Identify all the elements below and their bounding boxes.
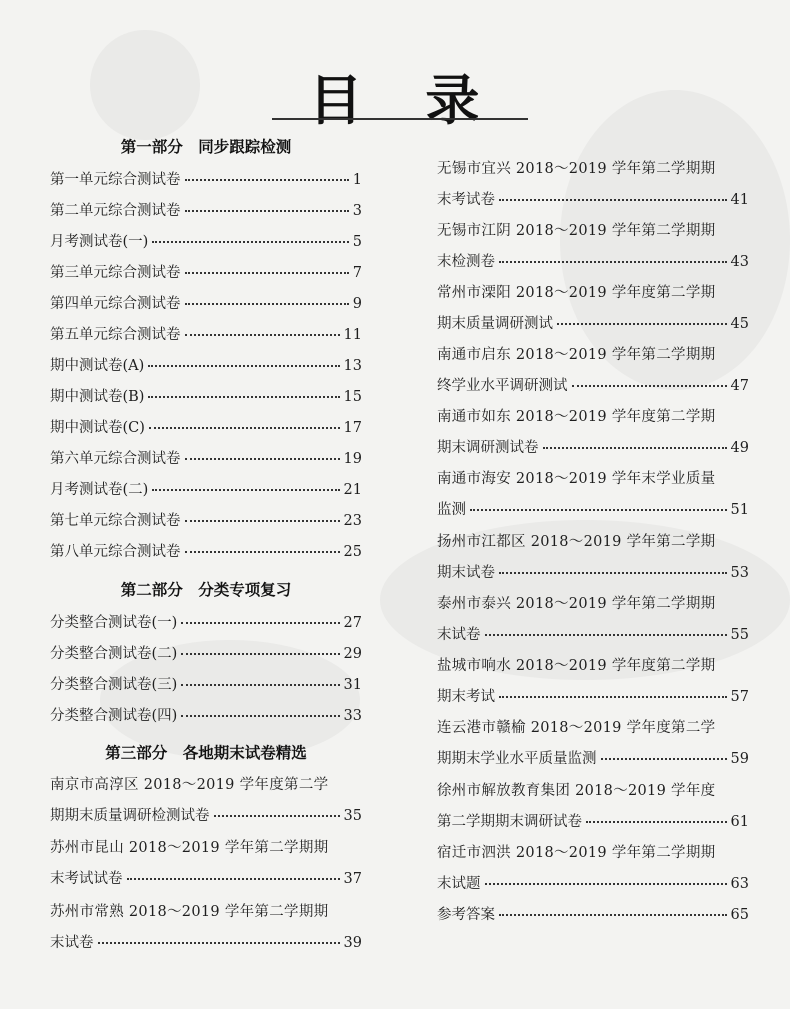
toc-entry[interactable] — [437, 345, 749, 396]
page-number: 47 — [730, 378, 749, 394]
page-number: 45 — [730, 316, 749, 332]
leader-dots — [98, 938, 340, 944]
toc-entry[interactable] — [50, 325, 362, 345]
toc-entry[interactable] — [437, 159, 749, 210]
page-number: 13 — [343, 358, 362, 374]
toc-entry-title: 第二单元综合测试卷 — [50, 203, 181, 219]
page-number: 33 — [343, 708, 362, 724]
toc-entry-title-line2: 期期末质量调研检测试卷 — [50, 808, 210, 824]
toc-entry-title: 第六单元综合测试卷 — [50, 451, 181, 467]
toc-entry-title-line2: 期末调研测试卷 — [437, 440, 539, 456]
leader-dots — [185, 175, 349, 181]
toc-entry-title-line1: 苏州市常熟 2018～2019 学年第二学期期 — [50, 904, 329, 920]
leader-dots — [181, 649, 339, 655]
page-number: 21 — [343, 482, 362, 498]
toc-entry[interactable] — [50, 232, 362, 252]
section-heading: 第二部分 分类专项复习 — [120, 581, 292, 599]
background-shape — [90, 30, 200, 140]
section-heading: 第三部分 各地期末试卷精选 — [105, 744, 307, 762]
toc-entry-title-line1: 苏州市昆山 2018～2019 学年第二学期期 — [50, 840, 329, 856]
leader-dots — [148, 361, 339, 367]
page-number: 43 — [730, 254, 749, 270]
leader-dots — [148, 392, 339, 398]
toc-entry-title: 第七单元综合测试卷 — [50, 513, 181, 529]
toc-entry-title: 分类整合测试卷(三) — [50, 677, 178, 693]
toc-entry[interactable] — [50, 418, 362, 438]
toc-entry[interactable] — [50, 706, 362, 726]
leader-dots — [181, 680, 339, 686]
toc-entry[interactable] — [50, 294, 362, 314]
page-number: 63 — [730, 876, 749, 892]
toc-entry-title-line2: 末考试试卷 — [50, 871, 123, 887]
toc-entry-title: 期中测试卷(C) — [50, 420, 145, 436]
page-number: 53 — [730, 565, 749, 581]
page-number: 55 — [730, 627, 749, 643]
toc-entry-title: 期中测试卷(B) — [50, 389, 145, 405]
toc-entry[interactable] — [437, 283, 749, 334]
toc-entry-title-line1: 盐城市响水 2018～2019 学年度第二学期 — [437, 658, 716, 674]
toc-entry-title: 分类整合测试卷(一) — [50, 615, 178, 631]
toc-entry[interactable] — [50, 263, 362, 283]
page-number: 5 — [352, 234, 362, 250]
page-number: 51 — [730, 502, 749, 518]
toc-entry[interactable] — [50, 201, 362, 221]
page-number: 7 — [352, 265, 362, 281]
section-heading: 第一部分 同步跟踪检测 — [120, 138, 292, 156]
page-number: 3 — [352, 203, 362, 219]
toc-entry[interactable] — [50, 838, 362, 889]
page-number: 37 — [343, 871, 362, 887]
toc-entry[interactable] — [50, 449, 362, 469]
toc-entry[interactable] — [50, 613, 362, 633]
leader-dots — [214, 811, 340, 817]
toc-entry-title: 月考测试卷(二) — [50, 482, 149, 498]
toc-entry-title-line1: 南通市启东 2018～2019 学年第二学期期 — [437, 347, 716, 363]
leader-dots — [499, 195, 727, 201]
page-number: 29 — [343, 646, 362, 662]
toc-entry-title-line2: 末试题 — [437, 876, 481, 892]
leader-dots — [152, 485, 339, 491]
leader-dots — [586, 817, 727, 823]
toc-entry-title: 第一单元综合测试卷 — [50, 172, 181, 188]
page-number: 57 — [730, 689, 749, 705]
leader-dots — [485, 879, 727, 885]
toc-entry-title-line2: 末检测卷 — [437, 254, 495, 270]
leader-dots — [470, 505, 727, 511]
leader-dots — [185, 547, 340, 553]
leader-dots — [181, 618, 339, 624]
title-underline — [272, 118, 528, 120]
toc-entry-title-line2: 终学业水平调研测试 — [437, 378, 568, 394]
toc-entry[interactable] — [50, 356, 362, 376]
page-number: 23 — [343, 513, 362, 529]
toc-entry[interactable] — [50, 480, 362, 500]
page-title: 目 录 — [308, 69, 502, 132]
toc-entry-title: 分类整合测试卷(二) — [50, 646, 178, 662]
leader-dots — [185, 454, 340, 460]
toc-entry[interactable] — [437, 718, 749, 769]
leader-dots — [601, 754, 727, 760]
toc-entry[interactable] — [437, 221, 749, 272]
toc-entry-title: 第三单元综合测试卷 — [50, 265, 181, 281]
toc-entry-title-line2: 期末质量调研测试 — [437, 316, 553, 332]
toc-entry-title-line2: 期末考试 — [437, 689, 495, 705]
toc-entry-title: 月考测试卷(一) — [50, 234, 149, 250]
toc-entry-title: 第八单元综合测试卷 — [50, 544, 181, 560]
page-number: 11 — [343, 327, 362, 343]
toc-entry[interactable] — [437, 594, 749, 645]
toc-entry-title-line2: 期期末学业水平质量监测 — [437, 751, 597, 767]
toc-entry-title: 期中测试卷(A) — [50, 358, 145, 374]
toc-entry[interactable] — [50, 644, 362, 664]
leader-dots — [149, 423, 340, 429]
leader-dots — [499, 257, 727, 263]
toc-entry-title-line1: 无锡市宜兴 2018～2019 学年第二学期期 — [437, 161, 716, 177]
leader-dots — [185, 330, 340, 336]
toc-entry-title-line2: 末考试卷 — [437, 192, 495, 208]
leader-dots — [572, 381, 727, 387]
toc-entry[interactable] — [50, 387, 362, 407]
page-number: 49 — [730, 440, 749, 456]
leader-dots — [557, 319, 727, 325]
toc-entry[interactable] — [437, 656, 749, 707]
toc-entry-title: 参考答案 — [437, 907, 495, 923]
page-number: 31 — [343, 677, 362, 693]
leader-dots — [185, 206, 349, 212]
leader-dots — [543, 443, 727, 449]
leader-dots — [185, 516, 340, 522]
toc-entry[interactable] — [50, 511, 362, 531]
toc-entry-title-line1: 南通市如东 2018～2019 学年度第二学期 — [437, 409, 716, 425]
toc-entry[interactable] — [437, 469, 749, 520]
leader-dots — [127, 874, 340, 880]
toc-entry-title-line2: 监测 — [437, 502, 466, 518]
toc-entry-title-line2: 期末试卷 — [437, 565, 495, 581]
leader-dots — [181, 711, 339, 717]
toc-entry-title-line1: 常州市溧阳 2018～2019 学年度第二学期 — [437, 285, 716, 301]
leader-dots — [185, 299, 349, 305]
toc-entry[interactable] — [437, 905, 749, 925]
page-number: 41 — [730, 192, 749, 208]
toc-entry-title-line2: 第二学期期末调研试卷 — [437, 814, 582, 830]
leader-dots — [499, 910, 727, 916]
toc-entry-title-line1: 扬州市江都区 2018～2019 学年第二学期 — [437, 534, 716, 550]
leader-dots — [152, 237, 348, 243]
toc-entry[interactable] — [50, 170, 362, 190]
toc-entry-title-line2: 末试卷 — [50, 935, 94, 951]
toc-entry-title: 第五单元综合测试卷 — [50, 327, 181, 343]
toc-entry[interactable] — [437, 781, 749, 832]
toc-entry[interactable] — [50, 675, 362, 695]
toc-entry[interactable] — [437, 532, 749, 583]
page-number: 17 — [343, 420, 362, 436]
page-number: 9 — [352, 296, 362, 312]
toc-entry-title: 第四单元综合测试卷 — [50, 296, 181, 312]
page-number: 39 — [343, 935, 362, 951]
toc-entry[interactable] — [50, 775, 362, 826]
page-number: 19 — [343, 451, 362, 467]
toc-entry[interactable] — [50, 542, 362, 562]
leader-dots — [185, 268, 349, 274]
page-number: 61 — [730, 814, 749, 830]
toc-entry-title-line1: 徐州市解放教育集团 2018～2019 学年度 — [437, 783, 716, 799]
toc-entry-title-line1: 泰州市泰兴 2018～2019 学年第二学期期 — [437, 596, 716, 612]
page-number: 1 — [352, 172, 362, 188]
toc-entry-title: 分类整合测试卷(四) — [50, 708, 178, 724]
toc-entry-title-line1: 无锡市江阴 2018～2019 学年第二学期期 — [437, 223, 716, 239]
toc-entry[interactable] — [437, 843, 749, 894]
page-number: 59 — [730, 751, 749, 767]
toc-entry-title-line1: 南通市海安 2018～2019 学年末学业质量 — [437, 471, 716, 487]
leader-dots — [485, 630, 727, 636]
toc-entry-title-line1: 南京市高淳区 2018～2019 学年度第二学 — [50, 777, 329, 793]
page-number: 35 — [343, 808, 362, 824]
leader-dots — [499, 568, 727, 574]
page-number: 27 — [343, 615, 362, 631]
toc-entry[interactable] — [50, 902, 362, 953]
page-number: 65 — [730, 907, 749, 923]
toc-entry-title-line2: 末试卷 — [437, 627, 481, 643]
leader-dots — [499, 692, 727, 698]
page-number: 15 — [343, 389, 362, 405]
page-number: 25 — [343, 544, 362, 560]
toc-entry[interactable] — [437, 407, 749, 458]
toc-entry-title-line1: 宿迁市泗洪 2018～2019 学年第二学期期 — [437, 845, 716, 861]
toc-entry-title-line1: 连云港市赣榆 2018～2019 学年度第二学 — [437, 720, 716, 736]
